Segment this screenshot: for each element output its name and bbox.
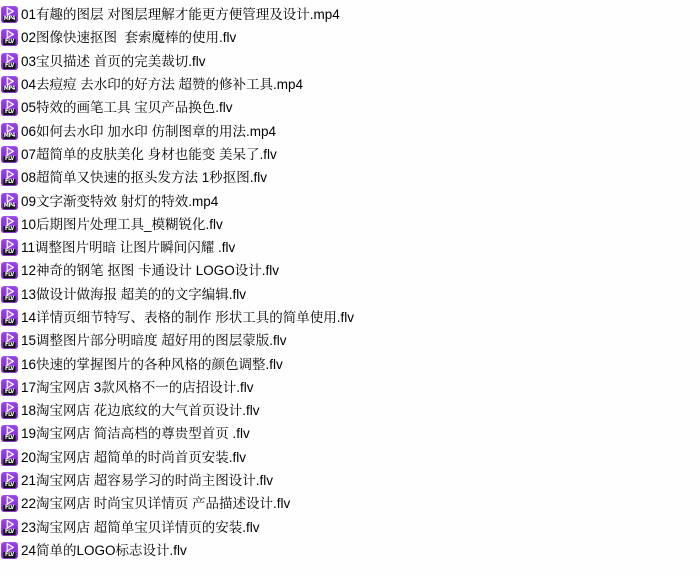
file-name: 21淘宝网店 超容易学习的时尚主图设计.flv [21,473,274,489]
file-list-item[interactable] [1,352,700,375]
file-list-item[interactable] [1,539,700,562]
video-file-icon [1,286,18,303]
file-format-label: MP4 [3,201,16,209]
file-list-item[interactable] [1,422,700,445]
file-name: 13做设计做海报 超美的的文字编辑.flv [21,286,247,302]
file-name: 02图像快速抠图 套索魔棒的使用.flv [21,30,237,46]
file-list-item[interactable] [1,96,700,119]
file-format-label: FLV [5,108,14,116]
file-format-label: FLV [5,341,14,349]
file-name: 17淘宝网店 3款风格不一的店招设计.flv [21,379,254,395]
file-format-label: FLV [5,271,14,279]
file-name: 01有趣的图层 对图层理解才能更方便管理及设计.mp4 [21,7,340,23]
file-format-label: FLV [5,550,14,558]
file-list-item[interactable] [1,259,700,282]
file-name: 18淘宝网店 花边底纹的大气首页设计.flv [21,403,260,419]
file-name: 22淘宝网店 时尚宝贝详情页 产品描述设计.flv [21,496,291,512]
video-file-icon [1,379,18,396]
file-format-label: FLV [5,318,14,325]
file-format-label: FLV [5,61,14,69]
video-file-icon [1,193,18,210]
file-format-label: FLV [5,527,14,535]
video-file-icon [1,239,18,256]
file-list-item[interactable] [1,189,700,212]
file-name: 07超简单的皮肤美化 身材也能变 美呆了.flv [21,146,277,162]
file-format-label: MP4 [3,131,16,139]
file-list-item[interactable] [1,119,700,142]
file-format-label: FLV [5,504,14,512]
file-name: 24简单的LOGO标志设计.flv [21,542,187,558]
video-file-icon [1,542,18,559]
file-name: 20淘宝网店 超简单的时尚首页安装.flv [21,449,247,465]
file-list-item[interactable] [1,143,700,166]
file-name: 04去痘痘 去水印的好方法 超赞的修补工具.mp4 [21,77,304,93]
file-name: 05特效的画笔工具 宝贝产品换色.flv [21,100,233,116]
video-file-icon [1,449,18,466]
video-file-icon [1,356,18,373]
file-format-label: FLV [5,387,14,395]
video-file-icon [1,216,18,233]
file-list-item[interactable] [1,73,700,96]
file-list-item[interactable] [1,283,700,306]
file-name: 09文字渐变特效 射灯的特效.mp4 [21,193,219,209]
file-list-item[interactable] [1,3,700,26]
video-file-icon [1,29,18,46]
video-file-icon [1,495,18,512]
file-name: 15调整图片部分明暗度 超好用的图层蒙版.flv [21,333,287,349]
video-file-icon [1,76,18,93]
file-list-item[interactable] [1,306,700,329]
video-file-icon [1,123,18,140]
file-format-label: FLV [5,224,14,232]
file-list-item[interactable] [1,399,700,422]
video-file-icon [1,309,18,326]
file-name: 12神奇的钢笔 抠图 卡通设计 LOGO设计.flv [21,263,280,279]
file-name: 08超简单又快速的抠头发方法 1秒抠图.flv [21,170,268,186]
file-format-label: FLV [5,434,14,442]
file-name: 14详情页细节特写、表格的制作 形状工具的简单使用.flv [21,310,355,325]
file-format-label: MP4 [3,15,16,23]
file-list-item[interactable] [1,26,700,49]
video-file-icon [1,146,18,163]
file-format-label: FLV [5,38,14,46]
file-list-item[interactable] [1,376,700,399]
file-list-item[interactable] [1,469,700,492]
file-list-item[interactable] [1,492,700,515]
video-file-icon [1,169,18,186]
file-name: 23淘宝网店 超简单宝贝详情页的安装.flv [21,519,260,535]
file-format-label: MP4 [3,85,16,93]
video-file-icon [1,472,18,489]
file-name: 03宝贝描述 首页的完美裁切.flv [21,53,206,69]
file-format-label: FLV [5,294,14,302]
file-list-item[interactable] [1,50,700,73]
file-name: 16快速的掌握图片的各种风格的颜色调整.flv [21,356,283,372]
video-file-icon [1,99,18,116]
video-file-icon [1,262,18,279]
file-format-label: FLV [5,481,14,489]
file-format-label: FLV [5,457,14,465]
file-list-item[interactable] [1,236,700,259]
file-list-item[interactable] [1,213,700,236]
video-file-icon [1,519,18,536]
file-name: 10后期图片处理工具_模糊锐化.flv [21,216,223,232]
video-file-icon [1,425,18,442]
file-format-label: FLV [5,178,14,186]
video-file-icon [1,6,18,23]
file-list-item[interactable] [1,446,700,469]
video-file-icon [1,53,18,70]
file-format-label: FLV [5,154,14,162]
file-list-item[interactable] [1,329,700,352]
file-format-label: FLV [5,248,14,256]
file-name: 11调整图片明暗 让图片瞬间闪耀 .flv [21,240,236,256]
video-file-icon [1,332,18,349]
file-format-label: FLV [5,364,14,372]
file-name: 19淘宝网店 简洁高档的尊贵型首页 .flv [21,426,250,442]
file-list-item[interactable] [1,516,700,539]
video-file-icon [1,402,18,419]
file-name: 06如何去水印 加水印 仿制图章的用法.mp4 [21,123,277,139]
file-format-label: FLV [5,411,14,419]
file-list-item[interactable] [1,166,700,189]
